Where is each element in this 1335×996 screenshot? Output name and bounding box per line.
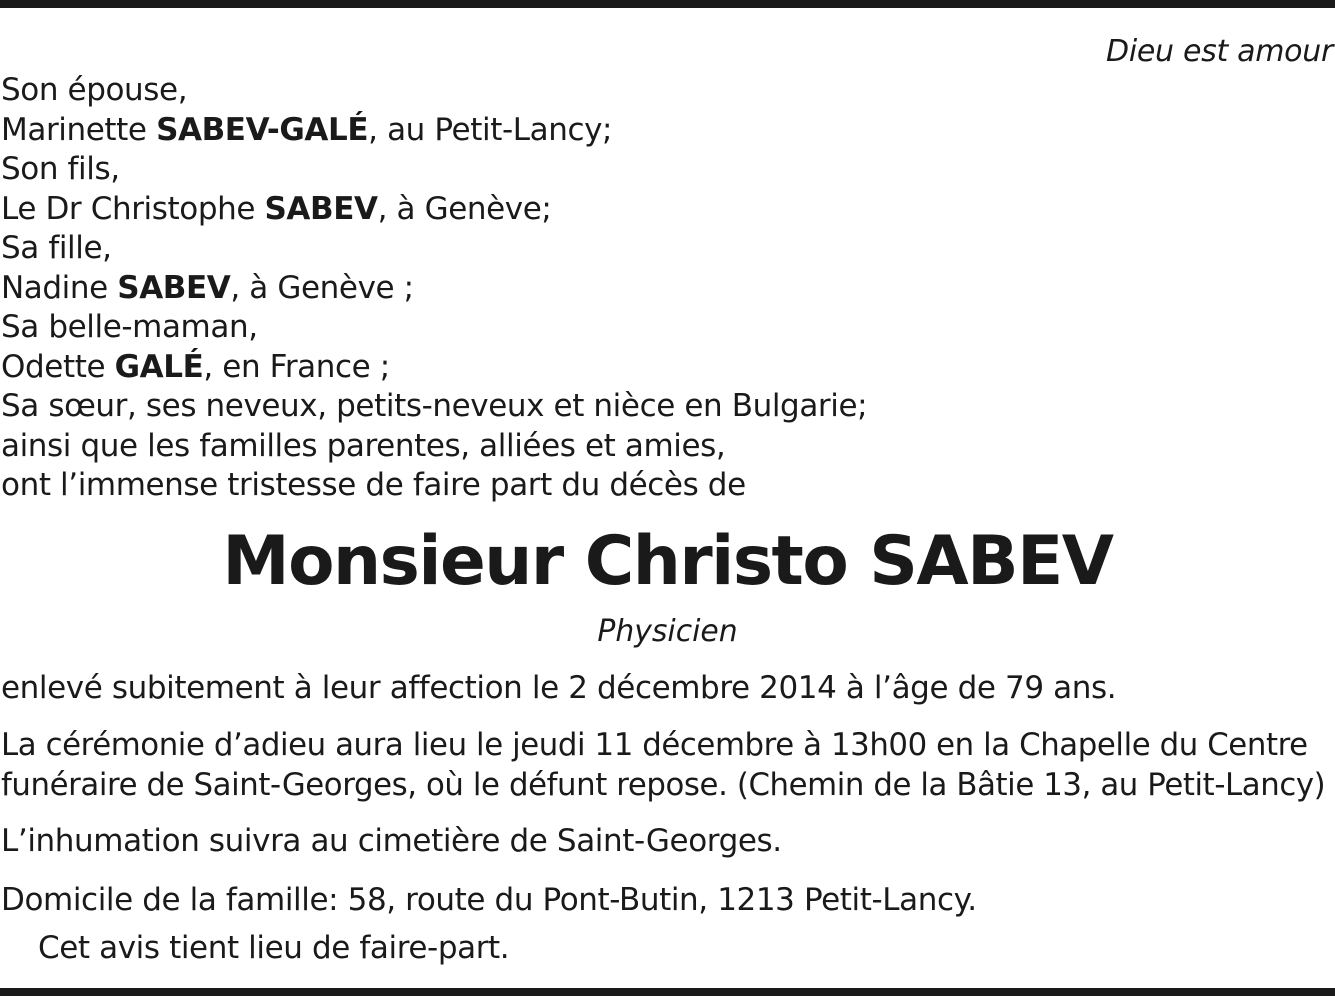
mother-in-law-first-name: Odette bbox=[1, 348, 115, 385]
son-intro: Son fils, bbox=[1, 151, 120, 187]
epigraph: Dieu est amour bbox=[1106, 34, 1333, 69]
spouse-place: , au Petit-Lancy; bbox=[368, 111, 613, 148]
deceased-name: Monsieur Christo SABEV bbox=[222, 521, 1113, 600]
mother-in-law-surname: GALÉ bbox=[114, 348, 204, 385]
domicile-notice bbox=[1, 881, 977, 921]
son-surname: SABEV bbox=[264, 190, 378, 227]
families-line: ainsi que les familles parentes, alliées et amies, bbox=[1, 427, 726, 464]
death-notice bbox=[1, 669, 1116, 709]
deceased-profession: Physicien bbox=[597, 614, 738, 649]
ceremony-notice bbox=[1, 726, 1325, 805]
ceremony-line-2: funéraire de Saint-Georges, où le défunt repose. (Chemin de la Bâtie 13, au Petit-Lancy) bbox=[1, 766, 1326, 803]
mother-in-law-intro: Sa belle-maman, bbox=[1, 309, 258, 345]
bottom-border-rule bbox=[0, 988, 1335, 996]
burial-line: L’inhumation suivra au cimetière de Saint-Georges. bbox=[1, 823, 782, 859]
spouse-intro: Son épouse, bbox=[1, 72, 188, 108]
daughter-line bbox=[1, 269, 867, 309]
burial-notice bbox=[1, 822, 782, 862]
mother-in-law-line bbox=[1, 348, 867, 388]
closing-note: Cet avis tient lieu de faire-part. bbox=[38, 930, 510, 966]
relatives-line: Sa sœur, ses neveux, petits-neveux et nièce en Bulgarie; bbox=[1, 388, 868, 424]
announcement-line: ont l’immense tristesse de faire part du décès de bbox=[1, 467, 746, 503]
daughter-place: , à Genève ; bbox=[230, 269, 414, 306]
daughter-first-name: Nadine bbox=[1, 269, 118, 306]
top-border-rule bbox=[0, 0, 1335, 8]
son-line bbox=[1, 190, 867, 230]
daughter-surname: SABEV bbox=[117, 269, 231, 306]
son-place: , à Genève; bbox=[377, 190, 552, 227]
ceremony-line-1: La cérémonie d’adieu aura lieu le jeudi 11 décembre à 13h00 en la Chapelle du Centre bbox=[1, 727, 1308, 763]
son-first-name: Le Dr Christophe bbox=[1, 190, 265, 227]
daughter-intro: Sa fille, bbox=[1, 230, 112, 266]
spouse-first-name: Marinette bbox=[1, 111, 157, 148]
domicile-line: Domicile de la famille: 58, route du Pont-Butin, 1213 Petit-Lancy. bbox=[1, 882, 977, 918]
family-list bbox=[1, 71, 867, 506]
mother-in-law-place: , en France ; bbox=[203, 348, 390, 385]
spouse-surname: SABEV-GALÉ bbox=[156, 111, 369, 148]
death-line: enlevé subitement à leur affection le 2 décembre 2014 à l’âge de 79 ans. bbox=[1, 670, 1117, 706]
spouse-line bbox=[1, 111, 867, 151]
